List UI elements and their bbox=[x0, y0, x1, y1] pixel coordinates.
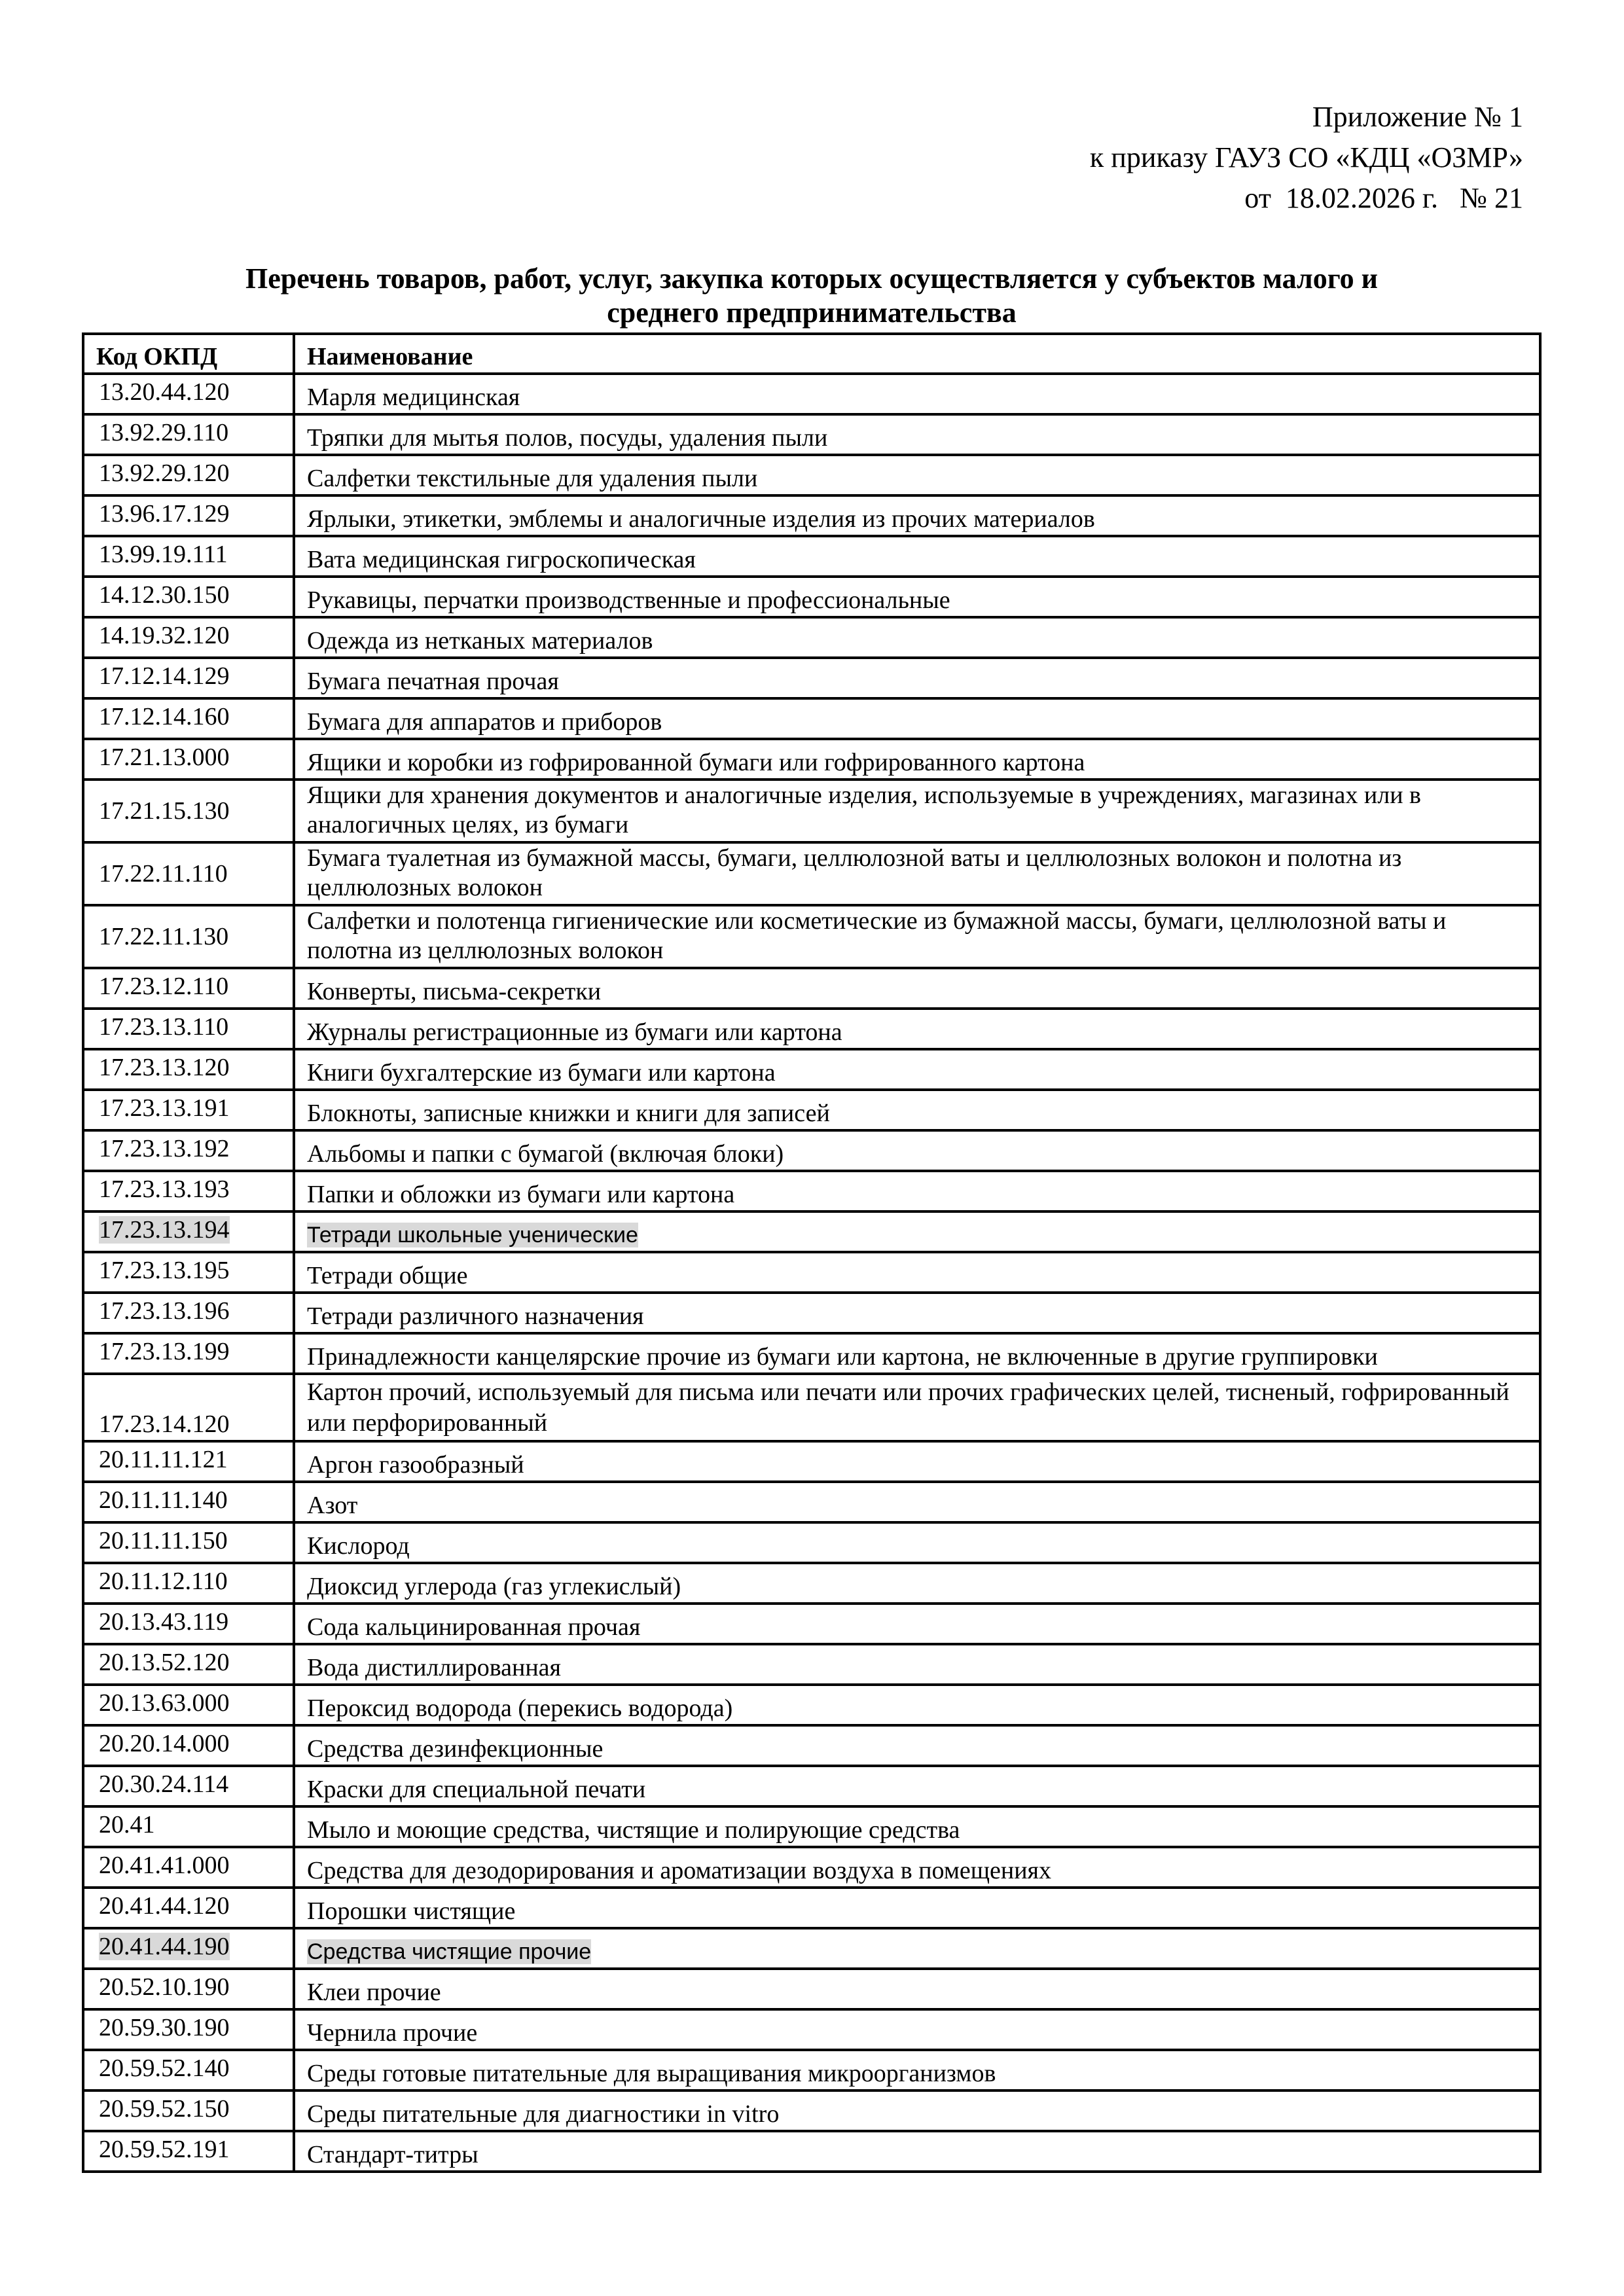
table-row bbox=[83, 495, 1540, 536]
item-name-cell bbox=[294, 1522, 1540, 1563]
table-row bbox=[83, 1806, 1540, 1847]
item-name-cell bbox=[294, 577, 1540, 617]
okpd-code-cell bbox=[83, 414, 294, 455]
okpd-code: 20.11.11.140 bbox=[99, 1486, 228, 1514]
okpd-code-cell bbox=[83, 617, 294, 658]
okpd-code-cell bbox=[83, 1333, 294, 1374]
item-name-cell bbox=[294, 1374, 1540, 1441]
okpd-code: 17.23.13.120 bbox=[99, 1054, 230, 1081]
item-name: Конверты, письма-секретки bbox=[307, 978, 602, 1005]
okpd-code-cell bbox=[83, 1374, 294, 1441]
item-name: Пероксид водорода (перекись водорода) bbox=[307, 1695, 733, 1722]
okpd-code-cell bbox=[83, 842, 294, 905]
table-row bbox=[83, 1685, 1540, 1725]
item-name-cell bbox=[294, 1211, 1540, 1252]
item-name-cell bbox=[294, 1928, 1540, 1969]
okpd-code-cell bbox=[83, 1090, 294, 1130]
item-name-cell bbox=[294, 968, 1540, 1009]
okpd-code: 20.59.52.140 bbox=[99, 2054, 230, 2082]
item-name-cell bbox=[294, 374, 1540, 414]
okpd-code: 17.21.15.130 bbox=[99, 797, 230, 825]
item-name-cell bbox=[294, 1766, 1540, 1806]
okpd-code: 20.11.12.110 bbox=[99, 1568, 228, 1595]
okpd-code: 17.21.13.000 bbox=[99, 744, 230, 771]
okpd-code-cell bbox=[83, 1847, 294, 1888]
okpd-code-cell bbox=[83, 1604, 294, 1644]
table-header-row bbox=[83, 334, 1540, 374]
appendix-number: Приложение № 1 bbox=[1312, 101, 1523, 133]
table-row bbox=[83, 1090, 1540, 1130]
item-name: Ярлыки, этикетки, эмблемы и аналогичные изделия из прочих материалов bbox=[307, 505, 1095, 533]
table-body bbox=[83, 374, 1540, 2172]
okpd-code-cell bbox=[83, 1211, 294, 1252]
item-name: Салфетки и полотенца гигиенические или косметические из бумажной массы, бумаги, целлюлозной ваты и полотна из целлюлозных волокон bbox=[307, 907, 1447, 964]
item-name: Принадлежности канцелярские прочие из бумаги или картона, не включенные в другие группировки bbox=[307, 1343, 1378, 1371]
okpd-code: 20.59.52.150 bbox=[99, 2095, 230, 2123]
okpd-code: 20.41 bbox=[99, 1811, 155, 1839]
table-row bbox=[83, 658, 1540, 698]
order-reference: к приказу ГАУЗ СО «КДЦ «ОЗМР» bbox=[1089, 141, 1523, 173]
table-row bbox=[83, 2050, 1540, 2090]
okpd-code: 17.23.13.110 bbox=[99, 1013, 229, 1041]
okpd-code: 17.23.13.191 bbox=[99, 1094, 230, 1122]
table-row bbox=[83, 577, 1540, 617]
item-name: Чернила прочие bbox=[307, 2019, 478, 2047]
item-name-cell bbox=[294, 842, 1540, 905]
item-name: Азот bbox=[307, 1492, 358, 1519]
appendix-header bbox=[1090, 97, 1523, 219]
item-name: Тетради школьные ученические bbox=[307, 1223, 638, 1247]
item-name: Средства чистящие прочие bbox=[307, 1939, 592, 1964]
table-row bbox=[83, 2009, 1540, 2050]
table-row bbox=[83, 842, 1540, 905]
item-name-cell bbox=[294, 1090, 1540, 1130]
okpd-code-cell bbox=[83, 2090, 294, 2131]
item-name: Блокноты, записные книжки и книги для записей bbox=[307, 1100, 830, 1127]
item-name: Салфетки текстильные для удаления пыли bbox=[307, 465, 758, 492]
item-name: Сода кальцинированная прочая bbox=[307, 1613, 641, 1641]
item-name: Ящики для хранения документов и аналогичные изделия, используемые в учреждениях, магазинах или в аналогичных целях, из бумаги bbox=[307, 781, 1422, 838]
item-name-cell bbox=[294, 1847, 1540, 1888]
table-row bbox=[83, 1441, 1540, 1482]
item-name: Средства дезинфекционные bbox=[307, 1735, 604, 1763]
item-name-cell bbox=[294, 1806, 1540, 1847]
okpd-code-cell bbox=[83, 1969, 294, 2009]
okpd-code-cell bbox=[83, 739, 294, 780]
item-name: Мыло и моющие средства, чистящие и полирующие средства bbox=[307, 1816, 960, 1844]
item-name: Стандарт-титры bbox=[307, 2141, 478, 2168]
item-name-cell bbox=[294, 414, 1540, 455]
table-row bbox=[83, 1969, 1540, 2009]
table-row bbox=[83, 1725, 1540, 1766]
item-name-cell bbox=[294, 658, 1540, 698]
item-name-cell bbox=[294, 536, 1540, 577]
item-name-cell bbox=[294, 1888, 1540, 1928]
okpd-code-cell bbox=[83, 2009, 294, 2050]
okpd-code-cell bbox=[83, 1252, 294, 1293]
item-name: Рукавицы, перчатки производственные и профессиональные bbox=[307, 586, 950, 614]
okpd-code: 20.41.44.190 bbox=[99, 1933, 230, 1960]
okpd-code-cell bbox=[83, 1293, 294, 1333]
table-row bbox=[83, 1130, 1540, 1171]
item-name: Тетради различного назначения bbox=[307, 1302, 644, 1330]
item-name-cell bbox=[294, 2009, 1540, 2050]
table-row bbox=[83, 536, 1540, 577]
column-header-code: Код ОКПД bbox=[83, 334, 294, 374]
table-row bbox=[83, 780, 1540, 842]
item-name-cell bbox=[294, 1725, 1540, 1766]
okpd-code-cell bbox=[83, 1685, 294, 1725]
table-row bbox=[83, 1604, 1540, 1644]
okpd-code: 20.20.14.000 bbox=[99, 1730, 230, 1757]
okpd-code: 17.23.13.192 bbox=[99, 1135, 230, 1162]
okpd-code: 17.23.14.120 bbox=[99, 1410, 230, 1438]
okpd-code: 20.13.43.119 bbox=[99, 1608, 229, 1636]
okpd-code-cell bbox=[83, 1130, 294, 1171]
okpd-code-cell bbox=[83, 1806, 294, 1847]
table-row bbox=[83, 739, 1540, 780]
item-name: Марля медицинская bbox=[307, 384, 520, 411]
table-row bbox=[83, 455, 1540, 495]
order-date-number: от 18.02.2026 г. № 21 bbox=[1244, 182, 1523, 214]
item-name-cell bbox=[294, 2131, 1540, 2172]
item-name: Краски для специальной печати bbox=[307, 1776, 646, 1803]
table-row bbox=[83, 1374, 1540, 1441]
item-name-cell bbox=[294, 1049, 1540, 1090]
okpd-code-cell bbox=[83, 1482, 294, 1522]
item-name-cell bbox=[294, 1604, 1540, 1644]
okpd-code: 20.11.11.121 bbox=[99, 1446, 228, 1473]
okpd-code: 20.52.10.190 bbox=[99, 1973, 230, 2001]
okpd-code: 17.23.13.195 bbox=[99, 1257, 230, 1284]
okpd-code-cell bbox=[83, 1171, 294, 1211]
okpd-code: 14.12.30.150 bbox=[99, 581, 230, 609]
okpd-code: 17.23.12.110 bbox=[99, 973, 229, 1000]
item-name-cell bbox=[294, 905, 1540, 968]
table-row bbox=[83, 2090, 1540, 2131]
item-name-cell bbox=[294, 2090, 1540, 2131]
item-name-cell bbox=[294, 1644, 1540, 1685]
item-name-cell bbox=[294, 1441, 1540, 1482]
item-name-cell bbox=[294, 1293, 1540, 1333]
okpd-code: 17.22.11.110 bbox=[99, 859, 228, 888]
table-row bbox=[83, 1009, 1540, 1049]
okpd-code-cell bbox=[83, 536, 294, 577]
item-name-cell bbox=[294, 1171, 1540, 1211]
item-name: Диоксид углерода (газ углекислый) bbox=[307, 1573, 681, 1600]
item-name: Картон прочий, используемый для письма или печати или прочих графических целей, тисненый, гофрированный или перфорированный bbox=[307, 1378, 1509, 1437]
table-row bbox=[83, 1211, 1540, 1252]
item-name-cell bbox=[294, 2050, 1540, 2090]
okpd-code: 20.59.30.190 bbox=[99, 2014, 230, 2041]
okpd-code: 17.23.13.193 bbox=[99, 1175, 230, 1203]
item-name-cell bbox=[294, 1252, 1540, 1293]
okpd-code-cell bbox=[83, 1049, 294, 1090]
table-row bbox=[83, 1252, 1540, 1293]
item-name: Альбомы и папки с бумагой (включая блоки) bbox=[307, 1140, 784, 1168]
item-name: Ящики и коробки из гофрированной бумаги или гофрированного картона bbox=[307, 749, 1085, 776]
item-name-cell bbox=[294, 780, 1540, 842]
item-name: Бумага туалетная из бумажной массы, бумаги, целлюлозной ваты и целлюлозных волокон и полотна из целлюлозных волокон bbox=[307, 844, 1402, 901]
okpd-code-cell bbox=[83, 1441, 294, 1482]
okpd-code: 17.22.11.130 bbox=[99, 922, 229, 950]
item-name: Одежда из нетканых материалов bbox=[307, 627, 653, 655]
title-line-1: Перечень товаров, работ, услуг, закупка которых осуществляется у субъектов малого и bbox=[245, 262, 1378, 295]
okpd-code: 17.12.14.129 bbox=[99, 662, 230, 690]
okpd-code: 20.59.52.191 bbox=[99, 2136, 230, 2163]
item-name-cell bbox=[294, 1969, 1540, 2009]
item-name-cell bbox=[294, 617, 1540, 658]
table-row bbox=[83, 1482, 1540, 1522]
item-name: Книги бухгалтерские из бумаги или картона bbox=[307, 1059, 776, 1086]
table-row bbox=[83, 374, 1540, 414]
column-header-name: Наименование bbox=[294, 334, 1540, 374]
table-row bbox=[83, 617, 1540, 658]
item-name: Бумага для аппаратов и приборов bbox=[307, 708, 662, 736]
item-name: Тетради общие bbox=[307, 1262, 468, 1289]
item-name: Тряпки для мытья полов, посуды, удаления пыли bbox=[307, 424, 828, 452]
okpd-code-cell bbox=[83, 2131, 294, 2172]
okpd-code-cell bbox=[83, 455, 294, 495]
okpd-code-cell bbox=[83, 577, 294, 617]
okpd-code: 13.96.17.129 bbox=[99, 500, 230, 528]
item-name: Вода дистиллированная bbox=[307, 1654, 562, 1681]
item-name: Средства для дезодорирования и ароматизации воздуха в помещениях bbox=[307, 1857, 1052, 1884]
item-name: Папки и обложки из бумаги или картона bbox=[307, 1181, 735, 1208]
okpd-code-cell bbox=[83, 2050, 294, 2090]
document-title bbox=[82, 262, 1542, 330]
title-line-2: среднего предпринимательства bbox=[607, 296, 1017, 329]
okpd-table bbox=[82, 332, 1542, 2173]
okpd-code: 17.23.13.196 bbox=[99, 1297, 230, 1325]
okpd-code: 14.19.32.120 bbox=[99, 622, 230, 649]
table-row bbox=[83, 414, 1540, 455]
item-name-cell bbox=[294, 1130, 1540, 1171]
item-name: Порошки чистящие bbox=[307, 1897, 516, 1925]
item-name: Вата медицинская гигроскопическая bbox=[307, 546, 696, 573]
okpd-code: 17.23.13.194 bbox=[99, 1216, 230, 1244]
okpd-code: 20.13.52.120 bbox=[99, 1649, 230, 1676]
item-name-cell bbox=[294, 1563, 1540, 1604]
item-name: Журналы регистрационные из бумаги или картона bbox=[307, 1018, 842, 1046]
item-name: Клеи прочие bbox=[307, 1979, 441, 2006]
okpd-code: 13.92.29.110 bbox=[99, 419, 229, 446]
okpd-code-cell bbox=[83, 1725, 294, 1766]
item-name-cell bbox=[294, 698, 1540, 739]
table-row bbox=[83, 1049, 1540, 1090]
table-row bbox=[83, 1333, 1540, 1374]
item-name: Среды питательные для диагностики in vitro bbox=[307, 2100, 780, 2128]
item-name-cell bbox=[294, 1333, 1540, 1374]
item-name-cell bbox=[294, 1009, 1540, 1049]
table-row bbox=[83, 2131, 1540, 2172]
okpd-code: 20.13.63.000 bbox=[99, 1689, 230, 1717]
okpd-code-cell bbox=[83, 1644, 294, 1685]
item-name: Среды готовые питательные для выращивания микроорганизмов bbox=[307, 2060, 996, 2087]
okpd-code: 13.20.44.120 bbox=[99, 378, 230, 406]
table-row bbox=[83, 1522, 1540, 1563]
okpd-code-cell bbox=[83, 1888, 294, 1928]
table-row bbox=[83, 1171, 1540, 1211]
okpd-code-cell bbox=[83, 1563, 294, 1604]
okpd-code-cell bbox=[83, 905, 294, 968]
table-row bbox=[83, 1766, 1540, 1806]
okpd-code: 13.92.29.120 bbox=[99, 459, 230, 487]
item-name: Аргон газообразный bbox=[307, 1451, 524, 1479]
okpd-code-cell bbox=[83, 698, 294, 739]
okpd-code-cell bbox=[83, 1009, 294, 1049]
table-row bbox=[83, 1888, 1540, 1928]
item-name-cell bbox=[294, 495, 1540, 536]
table-row bbox=[83, 1563, 1540, 1604]
item-name-cell bbox=[294, 1482, 1540, 1522]
table-row bbox=[83, 1644, 1540, 1685]
okpd-code-cell bbox=[83, 1928, 294, 1969]
table-row bbox=[83, 698, 1540, 739]
okpd-code: 20.41.44.120 bbox=[99, 1892, 230, 1920]
okpd-code: 17.23.13.199 bbox=[99, 1338, 230, 1365]
okpd-code-cell bbox=[83, 374, 294, 414]
item-name-cell bbox=[294, 455, 1540, 495]
okpd-code-cell bbox=[83, 968, 294, 1009]
okpd-code-cell bbox=[83, 658, 294, 698]
item-name-cell bbox=[294, 739, 1540, 780]
okpd-code-cell bbox=[83, 780, 294, 842]
item-name: Кислород bbox=[307, 1532, 410, 1560]
table-row bbox=[83, 905, 1540, 968]
table-row bbox=[83, 968, 1540, 1009]
okpd-code: 20.41.41.000 bbox=[99, 1852, 230, 1879]
okpd-code-cell bbox=[83, 1522, 294, 1563]
okpd-code: 20.11.11.150 bbox=[99, 1527, 228, 1554]
okpd-code: 13.99.19.111 bbox=[99, 541, 228, 568]
item-name: Бумага печатная прочая bbox=[307, 668, 559, 695]
table-row bbox=[83, 1293, 1540, 1333]
okpd-code: 17.12.14.160 bbox=[99, 703, 230, 730]
okpd-code-cell bbox=[83, 1766, 294, 1806]
table-row bbox=[83, 1847, 1540, 1888]
item-name-cell bbox=[294, 1685, 1540, 1725]
okpd-code-cell bbox=[83, 495, 294, 536]
table-row bbox=[83, 1928, 1540, 1969]
okpd-code: 20.30.24.114 bbox=[99, 1770, 229, 1798]
